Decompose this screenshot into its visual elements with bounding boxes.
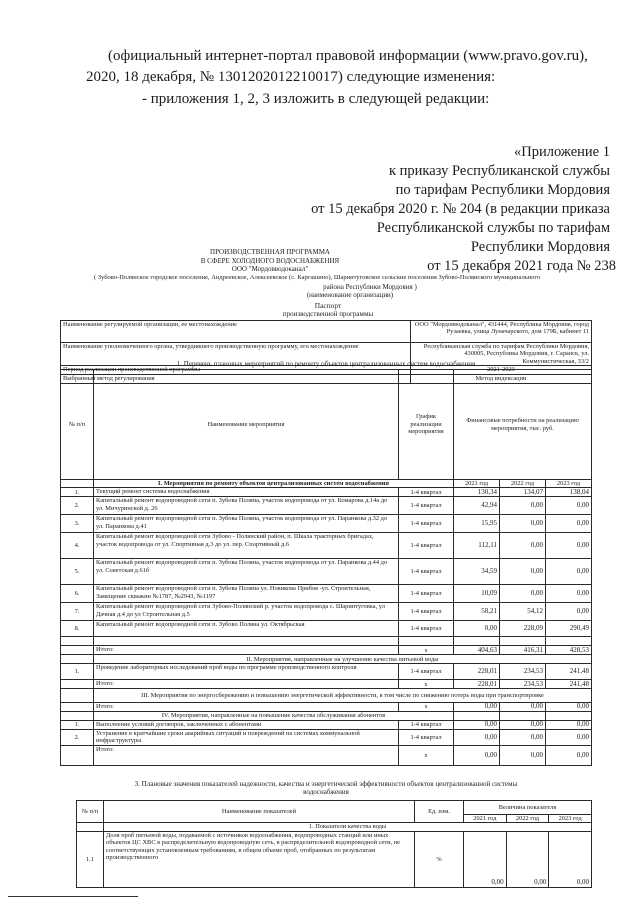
row-schedule: 1-4 квартал — [399, 515, 454, 533]
row-schedule: х — [399, 680, 454, 689]
row-value: 10,09 — [454, 585, 500, 603]
program-scope-2: района Республики Мордовия ) — [323, 283, 417, 291]
amend-line-2: 2020, 18 декабря, № 1301202012210017) следующие изменения: — [86, 69, 496, 85]
row-value: 0,00 — [464, 831, 507, 887]
row-num: 5. — [61, 559, 94, 585]
row-value: 0,00 — [545, 497, 591, 515]
row-name: Проведение лабораторных исследований проб воды по программе производственного контроля — [94, 664, 399, 680]
row-value: 54,12 — [499, 603, 545, 621]
row-name: Выполнение условий договоров, заключенных с абонентами — [94, 720, 399, 729]
row-value: 234,53 — [499, 680, 545, 689]
row-value: 134,07 — [499, 488, 545, 497]
row-value: 290,49 — [545, 621, 591, 637]
row-name: Текущий ремонт системы водоснабжения — [94, 488, 399, 497]
row-value: 42,94 — [454, 497, 500, 515]
amend-line-1: (официальный интернет-портал правовой информации (www.pravo.gov.ru), — [108, 48, 588, 64]
row-num: 1. — [61, 664, 94, 680]
row-value: 0,00 — [454, 703, 500, 711]
appendix-line-6: Республики Мордовия — [470, 239, 610, 255]
row-value: 0,00 — [454, 745, 500, 765]
row-value: 0,00 — [499, 497, 545, 515]
total-row: Итого: — [94, 646, 399, 655]
row-value: 0,00 — [499, 729, 545, 745]
appendix-line-4: от 15 декабря 2020 г. № 204 (в редакции приказа — [311, 201, 610, 217]
row-value: 130,34 — [454, 488, 500, 497]
row-value: 428,53 — [545, 646, 591, 655]
row-schedule: 1-4 квартал — [399, 488, 454, 497]
ind-header-name: Наименование показателей — [104, 801, 415, 823]
row-num: 3. — [61, 515, 94, 533]
row-num — [61, 637, 94, 646]
section-1-heading: 1. Перечень плановых мероприятий по ремонту объектов централизованных систем водоснабжения — [176, 360, 476, 368]
row-num: 1. — [61, 488, 94, 497]
row-value: 0,00 — [499, 559, 545, 585]
row-value: 0,00 — [499, 585, 545, 603]
col-header-num: № п/п — [61, 370, 94, 480]
row-value: 228,09 — [499, 621, 545, 637]
row-value: 0,00 — [499, 745, 545, 765]
row-value: 0,00 — [499, 703, 545, 711]
year-header: 2022 год — [499, 480, 545, 488]
row-value: 234,53 — [499, 664, 545, 680]
year-header: 2022 год — [506, 815, 549, 823]
program-title-3: ООО "Мордовводоканал" — [231, 265, 309, 273]
row-value: 0,00 — [454, 621, 500, 637]
row-value: 0,00 — [506, 831, 549, 887]
appendix-line-7: от 15 декабря 2021 года № 238 — [427, 258, 616, 274]
program-scope: ( Зубово-Полянское городское поселение, Андреевское, Алексеевское (с. Каргашино), Шаринтуговское сельские поселения Зубово-Полянского муниципального — [94, 274, 541, 281]
passport-row-value: ООО "Мордовводоканал", 431444, Республика Мордовия, город Рузаевка, улица Луначарского, дом 179Б, кабинет 11 — [411, 321, 592, 343]
row-value: 0,00 — [545, 720, 591, 729]
row-num: 4. — [61, 533, 94, 559]
row-schedule: х — [399, 646, 454, 655]
row-value: 58,21 — [454, 603, 500, 621]
ind-header-num: № п/п — [77, 801, 104, 823]
row-value: 0,00 — [545, 515, 591, 533]
row-name: Капитальный ремонт водопроводной сети Зубово-Полянский р. участок водопровода с. Шаринтуговка, ул Дачная д.4 до ул Строительная д.5 — [94, 603, 399, 621]
program-org-note: (наименование организации) — [306, 291, 394, 299]
row-schedule: 1-4 квартал — [399, 533, 454, 559]
section-row: 1. Показатели качества воды — [104, 823, 592, 831]
row-schedule: 1-4 квартал — [399, 664, 454, 680]
row-value — [545, 637, 591, 646]
passport-title: Паспорт — [314, 301, 342, 310]
measures-table — [60, 369, 592, 766]
row-num: 1.1 — [77, 831, 104, 887]
row-schedule: 1-4 квартал — [399, 720, 454, 729]
total-row: Итого: — [94, 745, 399, 765]
section-row: IV. Мероприятия, направленные на повышение качества обслуживания абонентов — [94, 711, 454, 720]
row-value: 228,01 — [454, 664, 500, 680]
section-row: III. Мероприятия по энергосбережению и повышению энергетической эффективности, в том числе по снижению потерь воды при транспортировке — [94, 689, 592, 703]
passport-row-value: Метод индексации — [411, 375, 592, 384]
passport-subtitle: производственной программы — [282, 310, 374, 318]
row-name: Капитальный ремонт водопроводной сети п. Зубова Поляна, участок водопровода от ул. Паранкова д.44 до ул. Советская д.61б — [94, 559, 399, 585]
row-schedule: 1-4 квартал — [399, 497, 454, 515]
row-value: 0,00 — [499, 515, 545, 533]
row-value: 0,00 — [454, 720, 500, 729]
appendix-line-5: Республиканской службы по тарифам — [376, 220, 610, 236]
row-value: 241,48 — [545, 664, 591, 680]
col-header-finance: Финансовые потребности на реализацию мероприятия, тыс. руб. — [454, 370, 592, 480]
row-name: Устранение в кратчайшие сроки аварийных ситуаций и повреждений на системах коммунальной инфраструктуры — [94, 729, 399, 745]
row-value: 112,11 — [454, 533, 500, 559]
section-3-heading-2: водоснабжения — [303, 788, 349, 796]
row-value: 0,00 — [499, 720, 545, 729]
row-name: Капитальный ремонт водопроводной сети п. Зубова Поляна, участок водопровода от ул. Паранкова д.32 до ул. Паранкова д.41 — [94, 515, 399, 533]
year-header: 2023 год — [549, 815, 592, 823]
section-row: I. Мероприятия по ремонту объектов централизованных систем водоснабжения — [94, 480, 454, 488]
row-schedule — [399, 637, 454, 646]
row-name: Капитальный ремонт водопроводной сети п. Зубова Поляна ул. Новикова Прибоя -ул. Строительная, Замещение скважин №1787, №2943, №1197 — [94, 585, 399, 603]
row-value — [499, 637, 545, 646]
appendix-line-2: к приказу Республиканской службы — [388, 163, 610, 179]
row-name: Капитальный ремонт водопроводной сети Зубово - Полянский район, п. Шкала тракторных бригадах, участок водопровода от ул. Спортивная д.3 до ул. пер. Спортивный д.6 — [94, 533, 399, 559]
row-value: 0,00 — [545, 585, 591, 603]
row-value: 228,01 — [454, 680, 500, 689]
program-title-1: ПРОИЗВОДСТВЕННАЯ ПРОГРАММА — [210, 248, 330, 256]
row-value: 138,04 — [545, 488, 591, 497]
row-unit: % — [415, 831, 464, 887]
row-schedule: 1-4 квартал — [399, 621, 454, 637]
col-header-schedule: График реализации мероприятия — [399, 370, 454, 480]
row-schedule: 1-4 квартал — [399, 585, 454, 603]
appendix-line-3: по тарифам Республики Мордовия — [395, 182, 610, 198]
row-value: 0,00 — [545, 745, 591, 765]
row-num: 2. — [61, 497, 94, 515]
passport-row-label: Наименование уполномоченного органа, утвердившего производственную программу, его местонахождение — [61, 343, 411, 366]
footnote-separator — [8, 896, 138, 897]
ind-header-values: Величина показателя — [464, 801, 592, 815]
row-num: 8. — [61, 621, 94, 637]
row-schedule: 1-4 квартал — [399, 729, 454, 745]
passport-row-value: 2021-2023 — [411, 366, 592, 375]
row-value: 0,00 — [545, 559, 591, 585]
row-value: 0,00 — [545, 729, 591, 745]
row-name: Доля проб питьевой воды, подаваемой с источников водоснабжения, водопроводных станций или иных объектов ЦС ХВС в распределительную водопроводную сеть, в распределительной водопроводной сети, не соответствующих установленным требованиям, в общем объеме проб, отобранных по результатам производственного — [104, 831, 415, 887]
row-name — [94, 637, 399, 646]
row-num: 6. — [61, 585, 94, 603]
row-value: 15,95 — [454, 515, 500, 533]
total-row: Итого: — [94, 680, 399, 689]
row-value: 0,00 — [545, 533, 591, 559]
row-name: Капитальный ремонт водопроводной сети п. Зубово Поляна ул. Октябрьская — [94, 621, 399, 637]
ind-header-unit: Ед. изм. — [415, 801, 464, 823]
row-value: 0,00 — [454, 729, 500, 745]
row-schedule: х — [399, 703, 454, 711]
row-schedule: 1-4 квартал — [399, 603, 454, 621]
row-num: 2. — [61, 729, 94, 745]
row-name: Капитальный ремонт водопроводной сети п. Зубова Поляна, участок водопровода от ул. Комарова д.14а до ул. Мичуринской д. 26 — [94, 497, 399, 515]
row-num: 1. — [61, 720, 94, 729]
row-schedule: х — [399, 745, 454, 765]
total-row: Итого: — [94, 703, 399, 711]
indicators-table — [76, 800, 592, 888]
year-header: 2021 год — [454, 480, 500, 488]
row-value: 0,00 — [545, 703, 591, 711]
section-3-heading: 3. Плановые значения показателей надежности, качества и энергетической эффективности объектов централизованной системы — [134, 780, 518, 788]
passport-row-label: Период реализации производственной программы — [61, 366, 411, 375]
passport-row-label: Наименование регулируемой организации, ее местонахождение — [61, 321, 411, 343]
passport-row-value: Республиканская служба по тарифам Республики Мордовия, 430005, Республика Мордовия, г. Саранск, ул. Коммунистическая, 33/2 — [411, 343, 592, 366]
passport-row-label: Выбранный метод регулирования — [61, 375, 411, 384]
year-header: 2021 год — [464, 815, 507, 823]
row-value: 0,00 — [545, 603, 591, 621]
col-header-name: Наименование мероприятия — [94, 370, 399, 480]
row-value — [454, 637, 500, 646]
row-value: 0,00 — [499, 533, 545, 559]
section-row: II. Мероприятия, направленные на улучшение качества питьевой воды — [94, 655, 592, 664]
row-value: 416,31 — [499, 646, 545, 655]
year-header: 2023 год — [545, 480, 591, 488]
amend-line-3: - приложения 1, 2, 3 изложить в следующей редакции: — [142, 91, 490, 107]
row-num: 7. — [61, 603, 94, 621]
row-schedule: 1-4 квартал — [399, 559, 454, 585]
appendix-line-1: «Приложение 1 — [514, 144, 610, 160]
program-title-2: В СФЕРЕ ХОЛОДНОГО ВОДОСНАБЖЕНИЯ — [200, 257, 340, 265]
row-value: 404,63 — [454, 646, 500, 655]
row-value: 241,48 — [545, 680, 591, 689]
row-value: 0,00 — [549, 831, 592, 887]
row-value: 34,59 — [454, 559, 500, 585]
